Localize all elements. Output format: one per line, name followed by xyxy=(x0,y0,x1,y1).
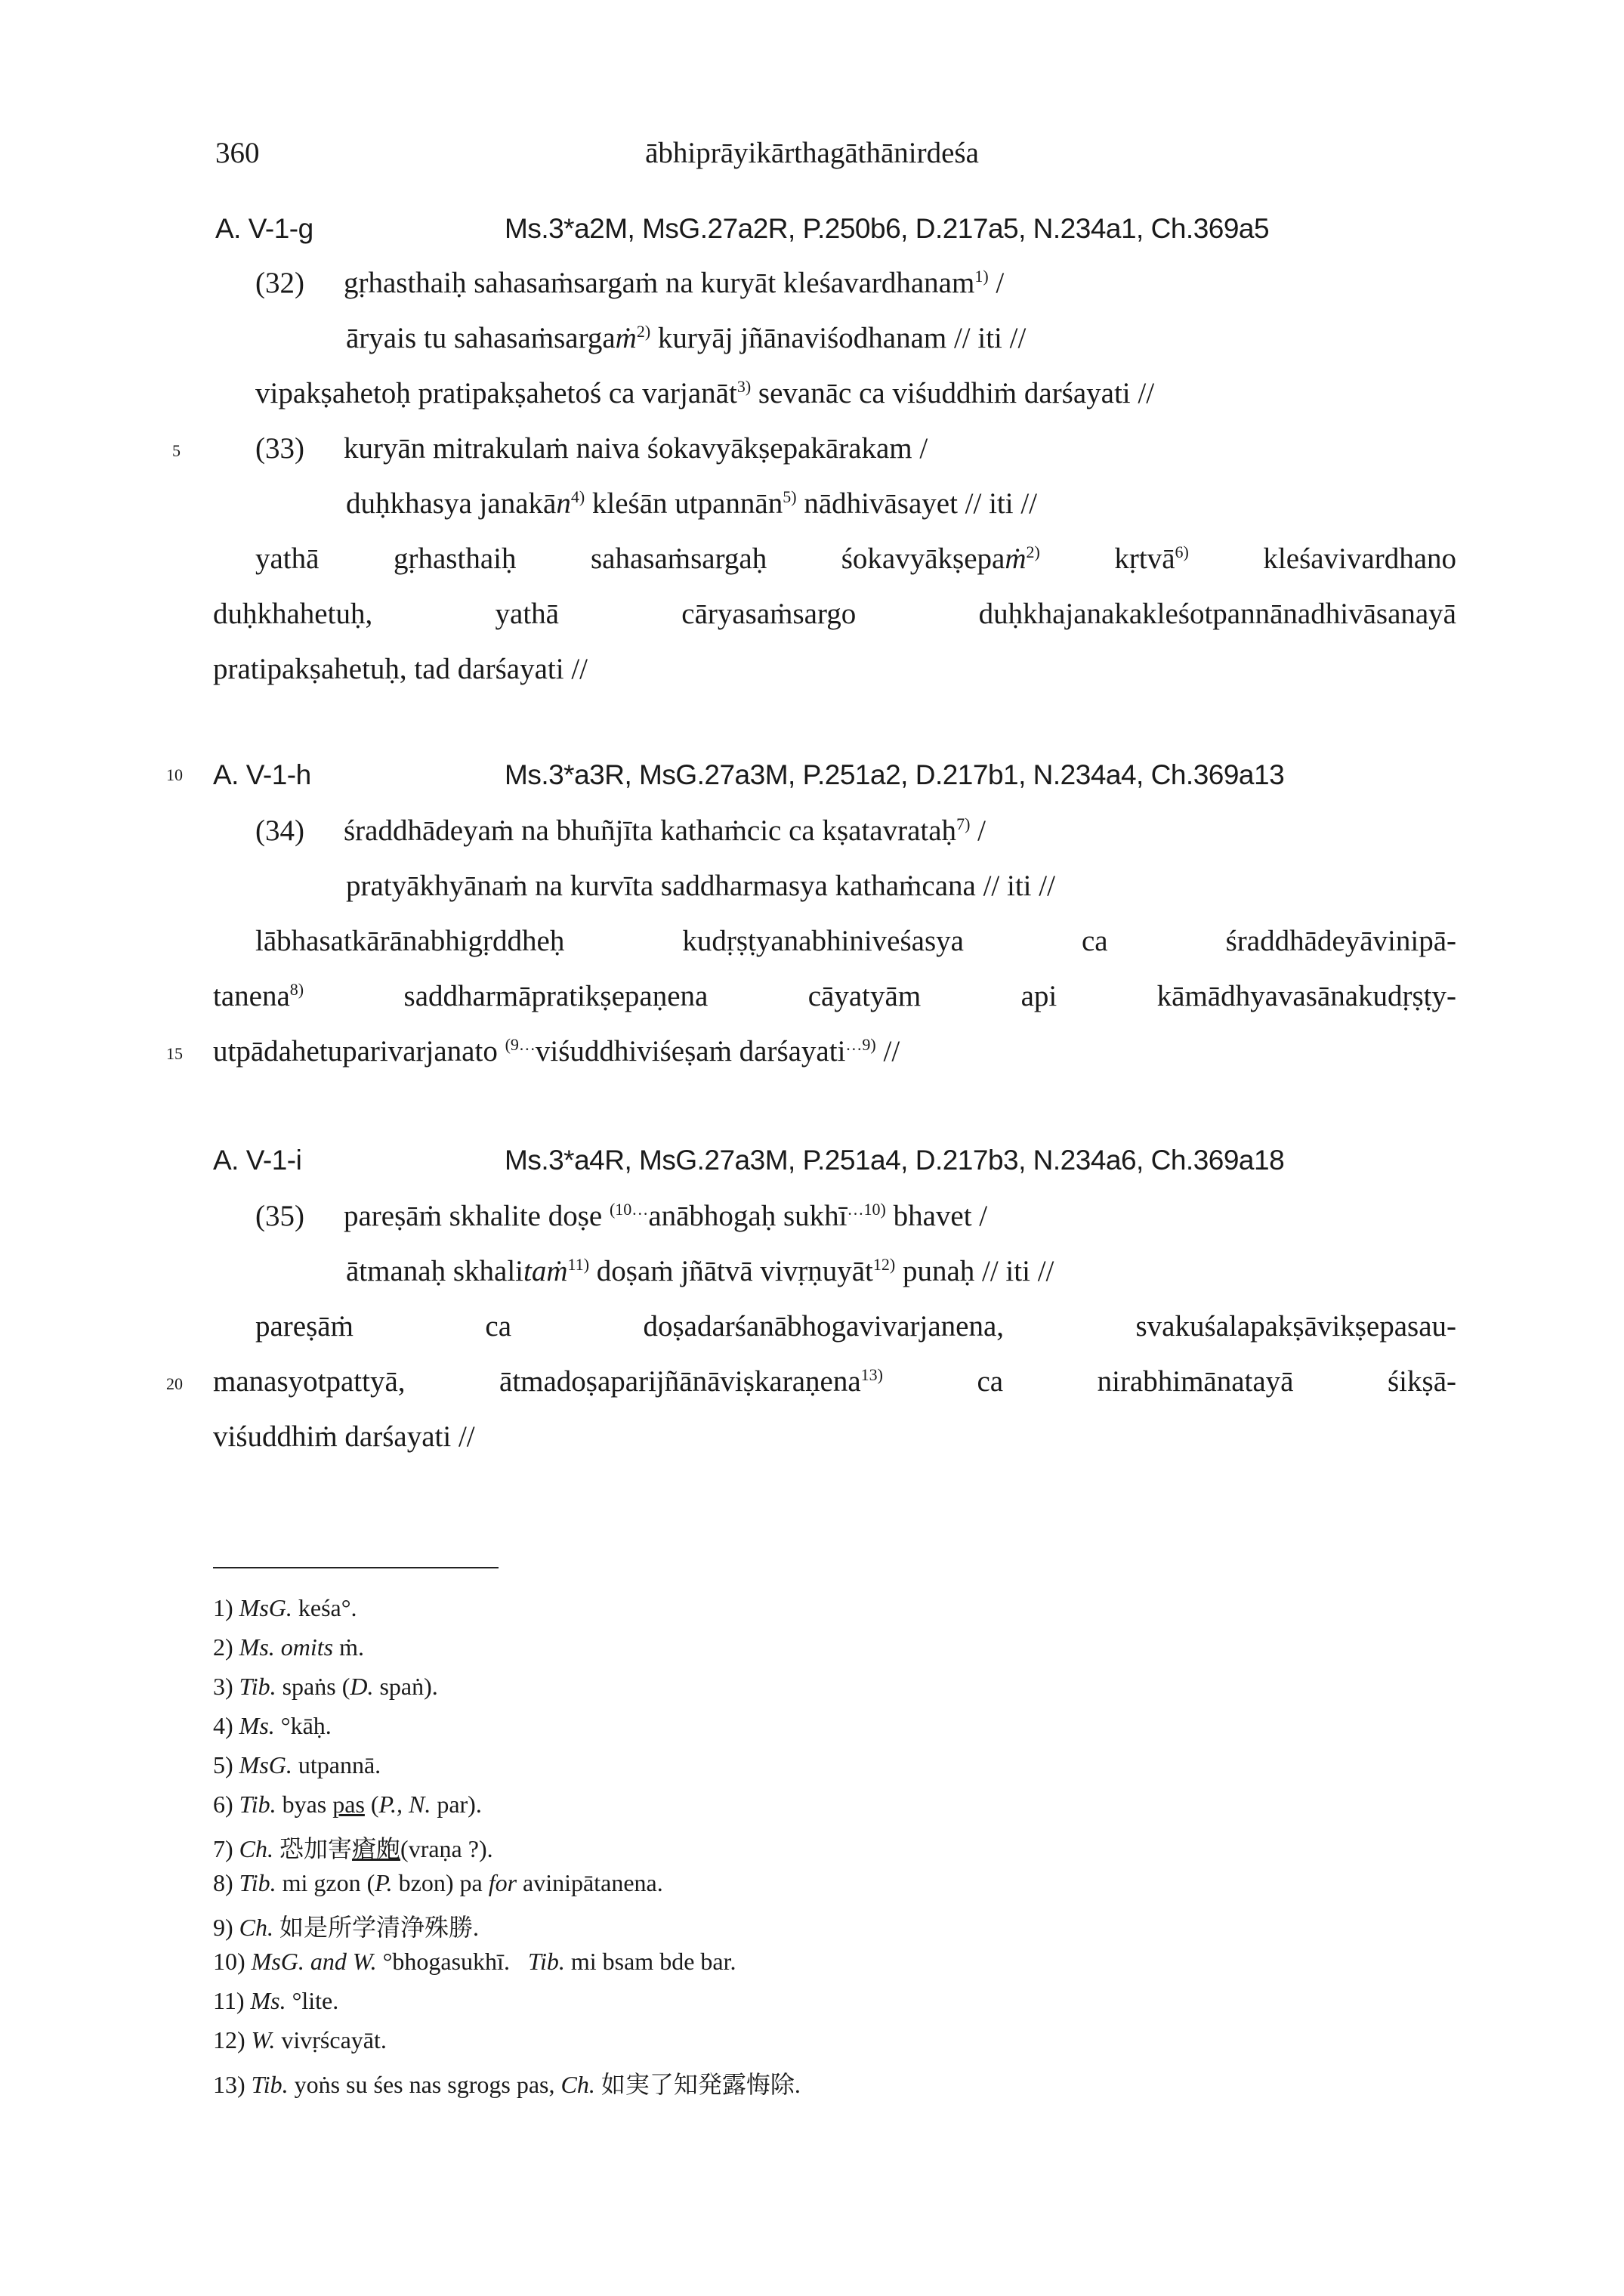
verse-33-line-2: duḥkhasya janakān$^{4)}$ kleśān utpannān$^{5)}$ nādhivāsayet // iti // xyxy=(346,487,1038,520)
footnote-3: 3) Tib. spaṅs (D. spaṅ). xyxy=(213,1673,438,1700)
section-id-i: A. V-1-i xyxy=(213,1145,302,1176)
verse-33-line-1: kuryān mitrakulaṁ naiva śokavyākṣepakārakam / xyxy=(344,432,928,465)
line-number-20: 20 xyxy=(166,1374,183,1393)
commentary-34-line-3: utpādahetuparivarjanato $^{(9\dots}$viśuddhiviśeṣaṁ darśayati$^{\dots 9)}$ // xyxy=(213,1035,900,1068)
verse-35-line-1: pareṣāṁ skhalite doṣe $^{(10\dots}$anābhogaḥ sukhī$^{\dots 10)}$ bhavet / xyxy=(344,1200,988,1232)
section-refs-g: Ms.3*a2M, MsG.27a2R, P.250b6, D.217a5, N.234a1, Ch.369a5 xyxy=(505,213,1270,244)
section-id-h: A. V-1-h xyxy=(213,759,311,790)
commentary-34-line-2: tanena$^{8)}$ saddharmāpratikṣepaṇena cāyatyām api kāmādhyavasānakudṛṣṭy- xyxy=(213,980,1456,1012)
commentary-33-line-3: pratipakṣahetuḥ, tad darśayati // xyxy=(213,653,588,685)
verse-number-33: (33) xyxy=(255,432,304,465)
footnote-13: 13) Tib. yoṅs su śes nas sgrogs pas, Ch. 如実了知発露悔除. xyxy=(213,2071,801,2098)
commentary-35-line-1: pareṣāṁ ca doṣadarśanābhogavivarjanena, svakuśalapakṣāvikṣepasau- xyxy=(255,1310,1456,1343)
verse-32-line-1: gṛhasthaiḥ sahasaṁsargaṁ na kuryāt kleśavardhanam$^{1)}$ / xyxy=(344,267,1005,299)
section-refs-h: Ms.3*a3R, MsG.27a3M, P.251a2, D.217b1, N.234a4, Ch.369a13 xyxy=(505,759,1285,790)
footnote-rule xyxy=(213,1567,499,1568)
footnote-5: 5) MsG. utpannā. xyxy=(213,1751,381,1778)
footnote-10: 10) MsG. and W. °bhogasukhī. Tib. mi bsam bde bar. xyxy=(213,1948,736,1975)
verse-35-line-2: ātmanaḥ skhalitaṁ$^{11)}$ doṣaṁ jñātvā vivṛṇuyāt$^{12)}$ punaḥ // iti // xyxy=(346,1255,1054,1287)
footnote-11: 11) Ms. °lite. xyxy=(213,1987,339,2014)
commentary-32: vipakṣahetoḥ pratipakṣahetoś ca varjanāt$^{3)}$ sevanāc ca viśuddhiṁ darśayati // xyxy=(255,377,1155,409)
commentary-33-line-2: duḥkhahetuḥ, yathā cāryasaṁsargo duḥkhajanakakleśotpannānadhivāsanayā xyxy=(213,598,1456,630)
line-number-5: 5 xyxy=(172,441,181,460)
verse-number-34: (34) xyxy=(255,814,304,847)
verse-34-line-2: pratyākhyānaṁ na kurvīta saddharmasya kathaṁcana // iti // xyxy=(346,870,1055,902)
footnote-1: 1) MsG. keśa°. xyxy=(213,1594,357,1621)
footnote-12: 12) W. vivṛścayāt. xyxy=(213,2026,387,2053)
line-number-15: 15 xyxy=(166,1044,183,1063)
footnote-9: 9) Ch. 如是所学清浄殊勝. xyxy=(213,1914,480,1941)
verse-32-line-2: āryais tu sahasaṁsargaṁ$^{2)}$ kuryāj jñānaviśodhanam // iti // xyxy=(346,322,1027,354)
footnote-2: 2) Ms. omits ṁ. xyxy=(213,1633,364,1661)
page-number: 360 xyxy=(215,137,260,169)
commentary-35-line-3: viśuddhiṁ darśayati // xyxy=(213,1420,475,1453)
footnote-6: 6) Tib. byas pas (P., N. par). xyxy=(213,1791,482,1818)
verse-number-32: (32) xyxy=(255,267,304,299)
commentary-35-line-2: manasyotpattyā, ātmadoṣaparijñānāviṣkaraṇena$^{13)}$ ca nirabhimānatayā śikṣā- xyxy=(213,1365,1456,1398)
section-refs-i: Ms.3*a4R, MsG.27a3M, P.251a4, D.217b3, N.234a6, Ch.369a18 xyxy=(505,1145,1285,1176)
commentary-34-line-1: lābhasatkārānabhigṛddheḥ kudṛṣṭyanabhiniveśasya ca śraddhādeyāvinipā- xyxy=(255,925,1456,957)
footnote-8: 8) Tib. mi gzon (P. bzon) pa for avinipātanena. xyxy=(213,1869,663,1896)
running-title: ābhiprāyikārthagāthānirdeśa xyxy=(645,137,979,169)
verse-number-35: (35) xyxy=(255,1200,304,1232)
footnote-7: 7) Ch. 恐加害瘡皰(vraṇa ?). xyxy=(213,1835,493,1862)
section-id-g: A. V-1-g xyxy=(215,213,313,244)
line-number-10: 10 xyxy=(166,765,183,784)
footnote-4: 4) Ms. °kāḥ. xyxy=(213,1712,332,1739)
commentary-33-line-1: yathā gṛhasthaiḥ sahasaṁsargaḥ śokavyākṣepaṁ$^{2)}$ kṛtvā$^{6)}$ kleśavivardhano xyxy=(255,542,1456,575)
verse-34-line-1: śraddhādeyaṁ na bhuñjīta kathaṁcic ca kṣatavrataḥ$^{7)}$ / xyxy=(344,814,986,847)
